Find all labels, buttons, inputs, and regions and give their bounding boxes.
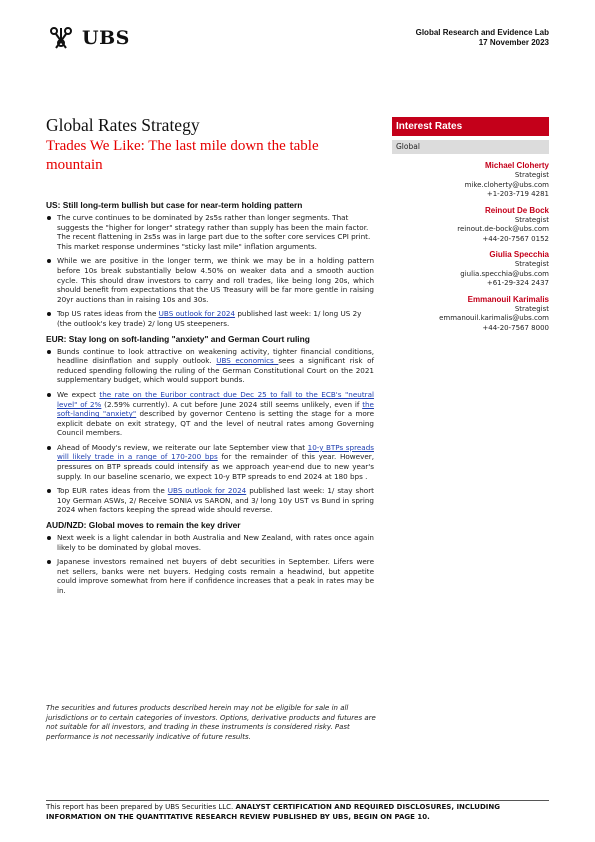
- author-name: Michael Cloherty: [484, 161, 549, 170]
- category-banner: Interest Rates: [392, 117, 549, 136]
- bullet-text: Top US rates ideas from the: [57, 309, 159, 319]
- bullet-text: Ahead of Moody's review, we reiterate our late September view that: [57, 442, 308, 452]
- brand-name: UBS: [82, 27, 130, 49]
- bullet-item: Next week is a light calendar in both Australia and New Zealand, with rates once again likely to be dominated by global moves.: [46, 533, 374, 552]
- ubs-logo: [46, 26, 130, 50]
- bullet-text: We expect: [57, 389, 100, 399]
- author-role: Strategist: [514, 260, 549, 268]
- main-content: [46, 200, 374, 601]
- bullet-text: described by governor Centeno is setting the stage for a more explicit debate on exit strategy, QT and the level of neutral rates among Governing Council members.: [57, 409, 375, 438]
- section-heading-us: US: Still long-term bullish but case for near-term holding pattern: [46, 200, 303, 210]
- author-email[interactable]: giulia.specchia@ubs.com: [460, 269, 549, 278]
- disclaimer: The securities and futures products described herein may not be eligible for sale in all jurisdictions or to certain categories of investors. Options, derivative products and futures are not suitable for all investors, and trading in these instruments is considered risky. Past performance is not necessarily indicative of future results.: [46, 704, 376, 742]
- bullet-text: published last week: 1/ stay short 10y German ASWs, 2/ Receive SONIA vs SARON, and 3/ long 10y UST vs Bund in spring 2024 when factors keeping the spread wide should reverse.: [57, 486, 374, 515]
- author-phone: +44-20-7567 0152: [482, 234, 549, 243]
- author-list: [392, 160, 549, 333]
- author-entry: [392, 249, 549, 289]
- bullet-item: [46, 309, 374, 328]
- outlook-link[interactable]: UBS outlook for 2024: [158, 309, 236, 319]
- author-email[interactable]: reinout.de-bock@ubs.com: [457, 225, 549, 233]
- author-phone: +44-20-7567 8000: [482, 323, 549, 332]
- three-keys-icon: [46, 26, 76, 50]
- author-role: Strategist: [514, 215, 549, 224]
- bullet-item: [46, 443, 374, 481]
- report-date: 17 November 2023: [478, 38, 549, 47]
- lab-name: Global Research and Evidence Lab: [415, 28, 549, 37]
- euribor-link[interactable]: the rate on the Euribor contract due Dec 25 to fall to the ECB's "neutral level" of 2%: [57, 389, 375, 409]
- author-email[interactable]: emmanouil.karimalis@ubs.com: [439, 314, 549, 322]
- bullet-item: The curve continues to be dominated by 2s5s rather than longer segments. That suggests the "higher for longer" strategy rather than supply has been the main factor. The recent flattening in 2s5s was in large part due to the softer core services CPI print. This market response undermines "sticky last mile" inflation arguments.: [46, 213, 374, 251]
- report-title: Global Rates Strategy: [46, 115, 200, 135]
- bullet-text: Top EUR rates ideas from the: [57, 486, 168, 496]
- author-phone: +1-203-719 4281: [486, 190, 549, 198]
- author-role: Strategist: [514, 304, 549, 313]
- soft-landing-link[interactable]: the soft-landing "anxiety": [57, 399, 374, 419]
- author-name: Reinout De Bock: [484, 205, 549, 215]
- section-heading-eur: EUR: Stay long on soft-landing "anxiety" and German Court ruling: [46, 333, 310, 344]
- bullet-text: Bunds continue to look attractive on weakening activity, tighter financial conditions, headline disinflation and supply outlook.: [57, 346, 374, 366]
- outlook-link[interactable]: UBS outlook for 2024: [167, 486, 247, 496]
- section-heading-audnzd: AUD/NZD: Global moves to remain the key driver: [46, 520, 241, 531]
- bullet-item: Japanese investors remained net buyers of debt securities in September. Lifers were net sellers, banks were net buyers. Hedging costs remain a headwind, but appetite could improve somewhat from here if confidence increases that a peak in rates may be in.: [46, 557, 374, 595]
- bullet-text: published last week: 1/ long US 2y (the outlook's key trade) 2/ long US steepeners.: [57, 309, 362, 328]
- footer-divider: [46, 800, 549, 801]
- bullet-item: While we are positive in the longer term, we think we may be in a holding pattern before 10s break substantially below 4.50% on weaker data and a smooth auction cycle. This should draw investors to carry and roll trades, like being long 20s, which should benefit from expectations that the US Treasury will be far more gentle in raising 20yr auctions than in raising 10s and 30s.: [46, 256, 374, 304]
- author-email[interactable]: mike.cloherty@ubs.com: [464, 180, 549, 189]
- bullet-text: (2.59% currently). A cut before June 2024 still seems unlikely, even if: [101, 399, 363, 409]
- footer-prefix: This report has been prepared by UBS Securities LLC.: [46, 803, 234, 811]
- bullet-item: [46, 486, 374, 515]
- bullet-text: sees a significant risk of reduced spending following the ruling of the German Constitutional Court on the 2021 supplementary budget, which would support bunds.: [57, 356, 374, 385]
- bullet-item: [46, 347, 374, 385]
- bullet-text: for the remainder of this year. However, pressures on BTP spreads could intensify as we approach year-end due to new year's supply. In our baseline scenario, we expect 10-y BTP spreads to end 2024 at 180 bps .: [57, 452, 374, 481]
- economics-link[interactable]: UBS economics: [216, 356, 279, 366]
- author-phone: +61-29-324 2437: [486, 279, 549, 287]
- report-header: [416, 28, 549, 48]
- author-entry: [392, 205, 549, 245]
- footer-disclosure: ANALYST CERTIFICATION AND REQUIRED DISCLOSURES, INCLUDING INFORMATION ON THE QUANTITATIVE RESEARCH REVIEW PUBLISHED BY UBS, BEGIN ON PAGE 10.: [46, 803, 500, 821]
- btp-spreads-link[interactable]: 10-y BTPs spreads will likely trade in a range of 170-200 bps: [57, 442, 374, 462]
- footer: [46, 803, 549, 822]
- author-role: Strategist: [514, 171, 549, 179]
- bullet-list-us: [46, 213, 374, 329]
- author-name: Giulia Specchia: [489, 250, 549, 259]
- sidebar: [392, 117, 549, 338]
- bullet-list-audnzd: [46, 533, 374, 596]
- author-name: Emmanouil Karimalis: [467, 294, 549, 304]
- bullet-item: [46, 390, 374, 438]
- region-banner: Global: [392, 140, 549, 154]
- author-entry: [392, 294, 549, 334]
- bullet-list-eur: [46, 347, 374, 516]
- report-subtitle: Trades We Like: The last mile down the table mountain: [46, 138, 319, 173]
- author-entry: [392, 160, 549, 200]
